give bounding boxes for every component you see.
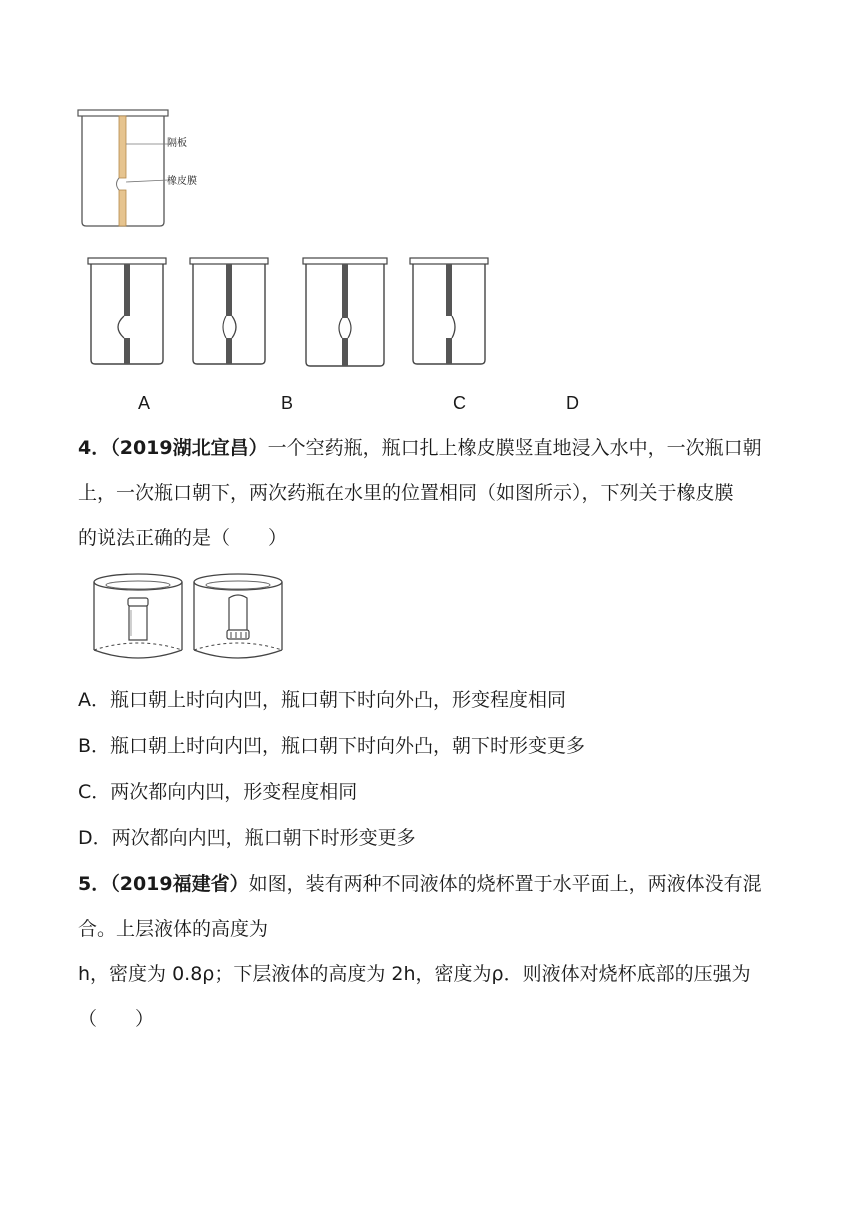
partition-container-figure bbox=[78, 110, 258, 230]
q5-number: 5． bbox=[78, 873, 111, 895]
q4-option-b: B．瓶口朝上时向内凹，瓶口朝下时向外凸，朝下时形变更多 bbox=[78, 735, 586, 757]
q5-line-4: （ ） bbox=[78, 1008, 155, 1030]
q4-number: 4． bbox=[78, 437, 111, 459]
q5-line-1 bbox=[78, 872, 762, 896]
q4-stem-1: 一个空药瓶，瓶口扎上橡皮膜竖直地浸入水中，一次瓶口朝 bbox=[267, 437, 762, 459]
label-partition: 隔板 bbox=[167, 138, 187, 149]
q4-line-3: 的说法正确的是（ ） bbox=[78, 527, 288, 549]
q5-line-2: 合。上层液体的高度为 bbox=[78, 918, 269, 940]
q5-stem-1: 如图，装有两种不同液体的烧杯置于水平面上，两液体没有混 bbox=[248, 873, 762, 895]
q5-line-3: h，密度为 0.8ρ；下层液体的高度为 2h，密度为ρ．则液体对烧杯底部的压强为 bbox=[78, 963, 751, 985]
option-label-a: A bbox=[138, 393, 151, 413]
option-d-container bbox=[410, 258, 490, 368]
label-membrane: 橡皮膜 bbox=[167, 176, 197, 187]
q4-option-d: D．两次都向内凹，瓶口朝下时形变更多 bbox=[78, 827, 416, 849]
option-label-c: C bbox=[453, 393, 466, 413]
option-a-container bbox=[88, 258, 168, 368]
q4-source: （2019湖北宜昌） bbox=[110, 437, 268, 459]
bottle-beakers-figure bbox=[90, 570, 290, 666]
q4-line-1 bbox=[78, 436, 762, 460]
q4-line-2: 上，一次瓶口朝下，两次药瓶在水里的位置相同（如图所示），下列关于橡皮膜 bbox=[78, 482, 734, 504]
q4-option-c: C．两次都向内凹，形变程度相同 bbox=[78, 781, 358, 803]
option-c-container bbox=[303, 258, 389, 370]
q4-option-a: A．瓶口朝上时向内凹，瓶口朝下时向外凸，形变程度相同 bbox=[78, 689, 566, 711]
option-label-b: B bbox=[281, 393, 294, 413]
option-b-container bbox=[190, 258, 270, 368]
q5-source: （2019福建省） bbox=[110, 873, 249, 895]
option-label-d: D bbox=[566, 393, 579, 413]
